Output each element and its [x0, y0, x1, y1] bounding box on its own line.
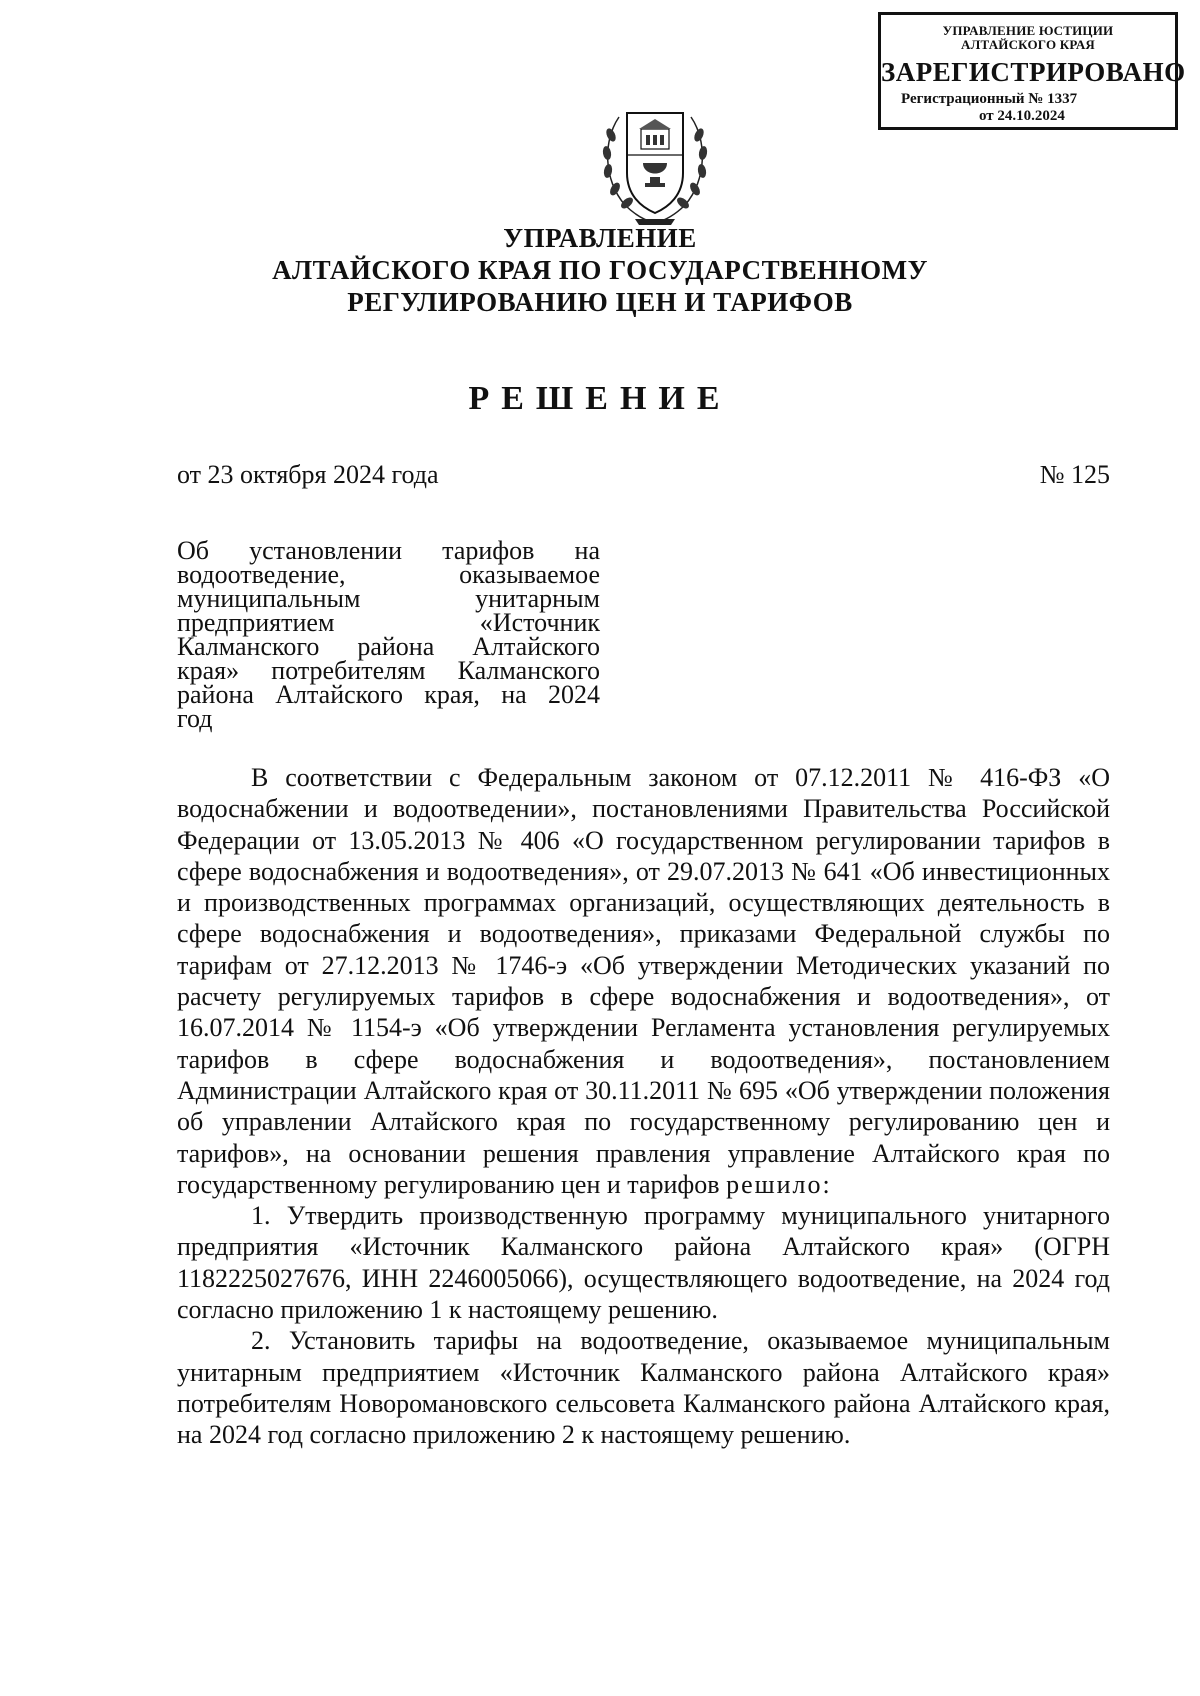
item-1-paragraph: 1. Утвердить производственную программу муниципального унитарного предприятия «Источник Калманского района Алтайского края» (ОГРН 1182225027676, ИНН 2246005066), осуществляющего водоотведение, на 2024 год согласно приложению 1 к настоящему решению. [177, 1201, 1110, 1325]
coat-of-arms-emblem [595, 95, 715, 230]
stamp-org-line2: АЛТАЙСКОГО КРАЯ [961, 37, 1095, 52]
document-subject [177, 536, 600, 733]
document-type-heading: РЕШЕНИЕ [468, 380, 732, 417]
stamp-reg-date: от 24.10.2024 [979, 108, 1065, 124]
org-title-line3: РЕГУЛИРОВАНИЮ ЦЕН И ТАРИФОВ [347, 287, 853, 317]
document-number: № 125 [1039, 460, 1110, 489]
item-2-paragraph: 2. Установить тарифы на водоотведение, оказываемое муниципальным унитарным предприятием «Источник Калманского района Алтайского края» потребителям Новоромановского сельсовета Калманского района Алтайского края, на 2024 год согласно приложению 2 к настоящему решению. [177, 1326, 1110, 1450]
document-body [177, 762, 1110, 1451]
stamp-status: ЗАРЕГИСТРИРОВАНО [881, 57, 1186, 87]
subject-line: района Алтайского края, на 2024 [177, 680, 600, 709]
org-title-line2: АЛТАЙСКОГО КРАЯ ПО ГОСУДАРСТВЕННОМУ [272, 255, 928, 285]
decided-word: решило: [726, 1169, 832, 1199]
registration-stamp [878, 12, 1186, 130]
document-date: от 23 октября 2024 года [177, 460, 439, 489]
subject-line: предприятием «Источник [177, 608, 600, 637]
subject-line: Об установлении тарифов на [177, 536, 600, 565]
preamble-paragraph [177, 762, 1110, 1200]
subject-line: год [177, 704, 213, 733]
subject-line: края» потребителям Калманского [177, 656, 600, 685]
subject-line: водоотведение, оказываемое [177, 560, 600, 589]
stamp-reg-number: Регистрационный № 1337 [901, 91, 1078, 107]
organization-title [0, 222, 1200, 318]
preamble-text: В соответствии с Федеральным законом от 07.12.2011 № 416-ФЗ «О водоснабжении и водоотведении», постановлениями Правительства Российской Федерации от 13.05.2013 № 406 «О государственном регулировании тарифов в сфере водоснабжения и водоотведения», от 29.07.2013 № 641 «Об инвестиционных и производственных программах организаций, осуществляющих деятельность в сфере водоснабжения и водоотведения», приказами Федеральной службы по тарифам от 27.12.2013 № 1746-э «Об утверждении Методических указаний по расчету регулируемых тарифов в сфере водоснабжения и водоотведения», от 16.07.2014 № 1154-э «Об утверждении Регламента установления регулируемых тарифов в сфере водоснабжения и водоотведения», постановлением Администрации Алтайского края от 30.11.2011 № 695 «Об утверждении положения об управлении Алтайского края по государственному регулированию цен и тарифов», на основании решения правления управление Алтайского края по государственному регулированию цен и тарифов [177, 763, 1110, 1199]
subject-line: Калманского района Алтайского [177, 632, 600, 661]
subject-line: муниципальным унитарным [177, 584, 600, 613]
org-title-line1: УПРАВЛЕНИЕ [503, 223, 697, 253]
stamp-org-line1: УПРАВЛЕНИЕ ЮСТИЦИИ [942, 23, 1114, 38]
